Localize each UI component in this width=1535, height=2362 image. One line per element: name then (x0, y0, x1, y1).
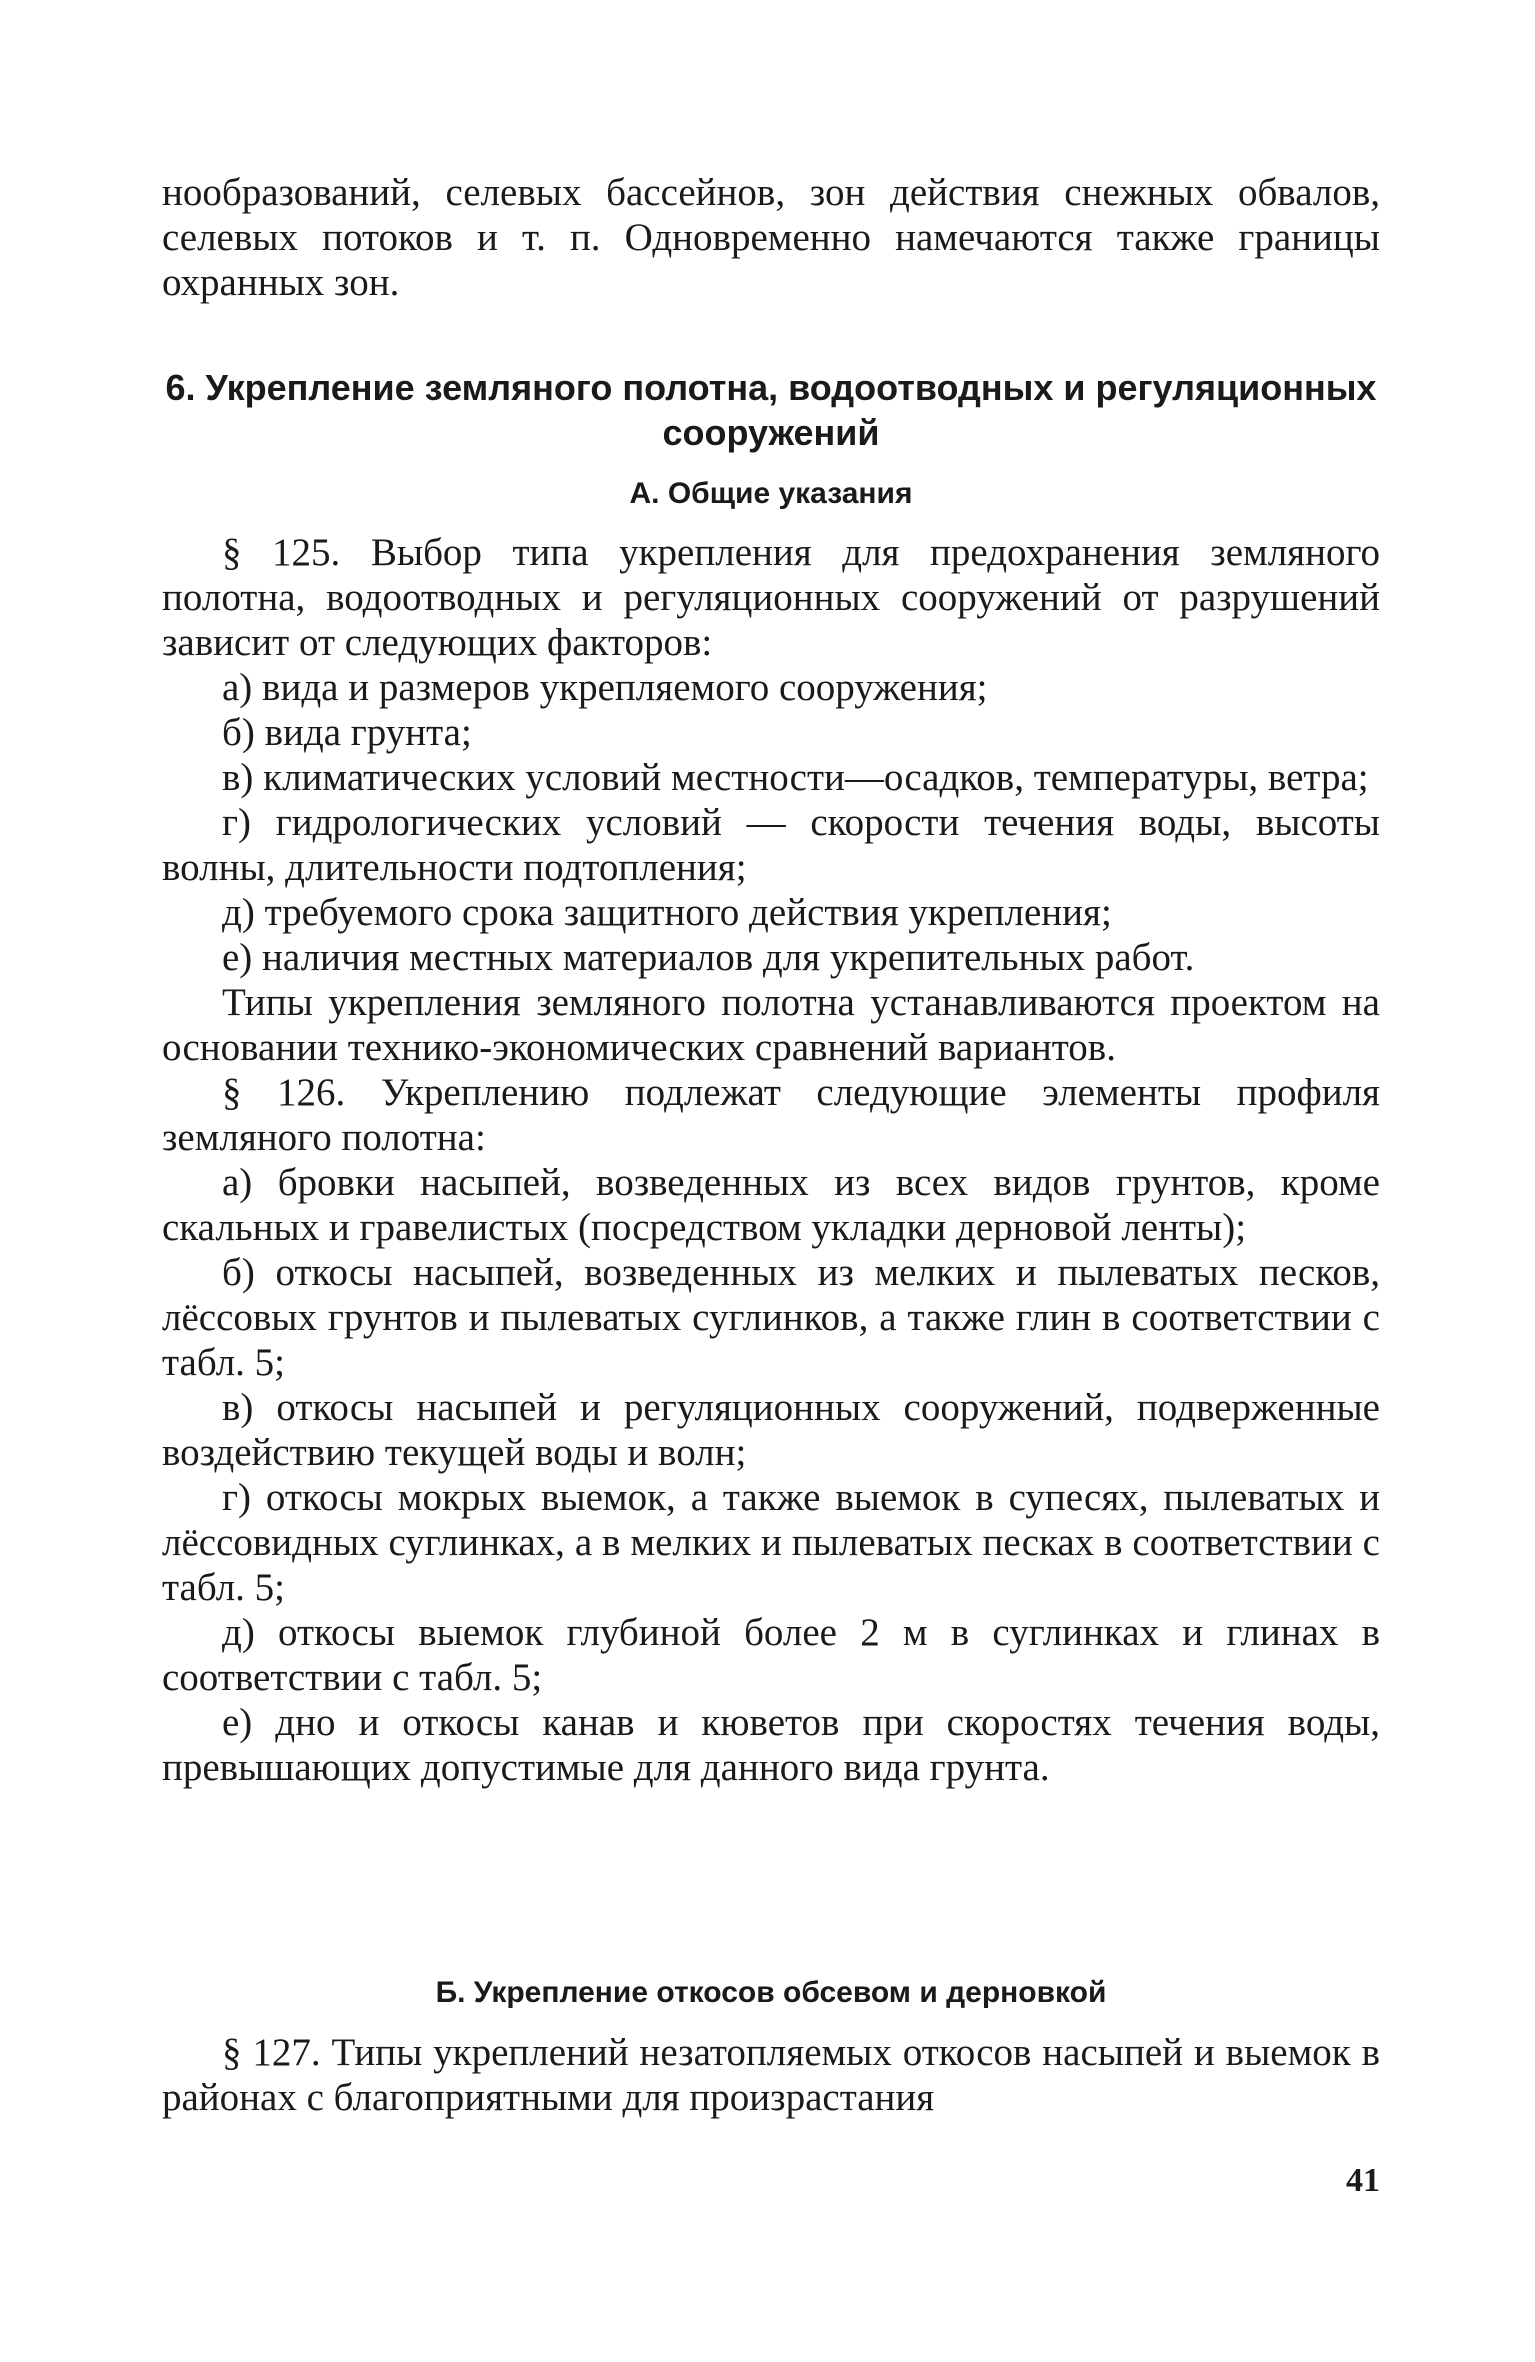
subsection-a-title: А. Общие указания (629, 477, 913, 510)
element-item: в) откосы насыпей и регуляционных сооружений, подверженные воздействию текущей воды и волн; (162, 1386, 1380, 1474)
element-item: б) откосы насыпей, возведенных из мелких и пылеватых песков, лёссовых грунтов и пылеватых суглинков, а также глин в соответствии с табл. 5; (162, 1251, 1380, 1384)
paragraph-125: § 125. Выбор типа укрепления для предохранения земляного полотна, водоотводных и регуляционных сооружений от разрушений зависит от следующих факторов: (162, 531, 1380, 664)
factor-item: б) вида грунта; (222, 711, 472, 754)
types-paragraph: Типы укрепления земляного полотна устанавливаются проектом на основании технико-экономических сравнений вариантов. (162, 981, 1380, 1069)
section-title: 6. Укрепление земляного полотна, водоотводных и регуляционных сооружений (165, 367, 1377, 453)
factor-item: е) наличия местных материалов для укрепительных работ. (222, 936, 1195, 979)
intro-paragraph: нообразований, селевых бассейнов, зон действия снежных обвалов, селевых потоков и т. п. Одновременно намечаются также границы охранных зон. (162, 171, 1380, 304)
factor-item: в) климатических условий местности—осадков, температуры, ветра; (222, 756, 1369, 799)
element-item: д) откосы выемок глубиной более 2 м в суглинках и глинах в соответствии с табл. 5; (162, 1611, 1380, 1699)
main-text (162, 530, 1380, 1790)
subsection-b-title: Б. Укрепление откосов обсевом и дерновкой (435, 1976, 1107, 2009)
paragraph-126: § 126. Укреплению подлежат следующие элементы профиля земляного полотна: (162, 1071, 1380, 1159)
element-item: г) откосы мокрых выемок, а также выемок в супесях, пылеватых и лёссовидных суглинках, а в мелких и пылеватых песках в соответствии с табл. 5; (162, 1476, 1380, 1609)
factor-item: г) гидрологических условий — скорости течения воды, высоты волны, длительности подтопления; (162, 801, 1380, 889)
factor-item: а) вида и размеров укрепляемого сооружения; (222, 666, 988, 709)
page-number: 41 (1346, 2162, 1380, 2199)
factor-item: д) требуемого срока защитного действия укрепления; (222, 891, 1112, 934)
element-item: а) бровки насыпей, возведенных из всех видов грунтов, кроме скальных и гравелистых (посредством укладки дерновой ленты); (162, 1161, 1380, 1249)
paragraph-127: § 127. Типы укреплений незатопляемых откосов насыпей и выемок в районах с благоприятными для произрастания (162, 2031, 1380, 2119)
element-item: е) дно и откосы канав и кюветов при скоростях течения воды, превышающих допустимые для данного вида грунта. (162, 1701, 1380, 1789)
